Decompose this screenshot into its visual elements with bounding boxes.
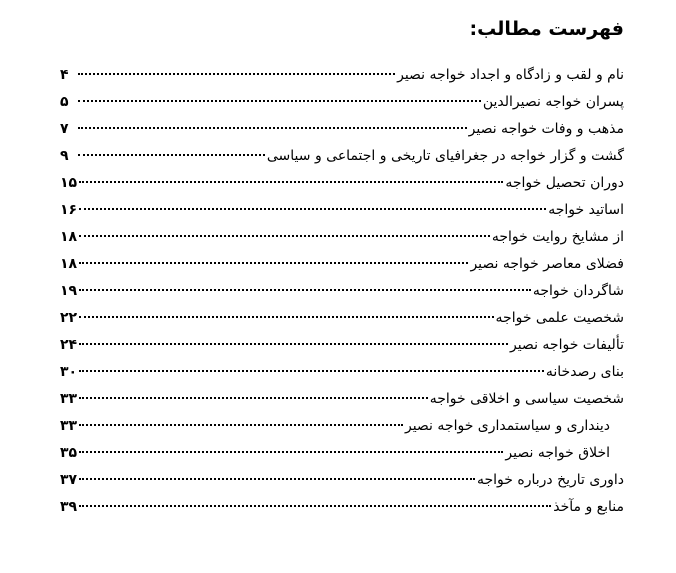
dot-leader	[79, 208, 546, 210]
toc-entry-title: نام و لقب و زادگاه و اجداد خواجه نصیر	[397, 67, 624, 83]
toc-entry-page-number: ۳۳	[60, 418, 78, 434]
toc-entry	[60, 89, 624, 116]
toc-entry-page-number: ۳۰	[60, 364, 78, 380]
toc-entry-page-number: ۳۳	[60, 391, 78, 407]
toc-entry-title: دوران تحصیل خواجه	[505, 175, 624, 191]
toc-entry	[60, 494, 624, 521]
toc-list	[60, 62, 624, 521]
toc-entry-page-number: ۳۵	[60, 445, 78, 461]
toc-entry-title: دینداری و سیاستمداری خواجه نصیر	[404, 418, 610, 434]
toc-entry	[60, 332, 624, 359]
toc-entry	[60, 116, 624, 143]
toc-entry-page-number: ۱۵	[60, 175, 78, 191]
toc-entry	[60, 467, 624, 494]
toc-entry-page-number: ۲۴	[60, 337, 78, 353]
toc-entry	[60, 224, 624, 251]
dot-leader	[79, 181, 503, 183]
dot-leader	[79, 451, 503, 453]
toc-entry-page-number: ۲۲	[60, 310, 78, 326]
toc-entry	[60, 305, 624, 332]
dot-leader	[79, 370, 544, 372]
toc-entry-title: منابع و مآخذ	[553, 499, 624, 515]
toc-entry	[60, 62, 624, 89]
dot-leader	[79, 289, 531, 291]
toc-entry-page-number: ۹	[60, 148, 69, 164]
toc-entry-title: شخصیت علمی خواجه	[495, 310, 624, 326]
dot-leader	[78, 127, 467, 129]
dot-leader	[79, 505, 551, 507]
toc-entry	[60, 143, 624, 170]
toc-entry-page-number: ۱۸	[60, 256, 78, 272]
toc-entry-title: بنای رصدخانه	[545, 364, 624, 380]
toc-entry	[60, 251, 624, 278]
toc-entry-page-number: ۴	[60, 67, 69, 83]
toc-entry-title: داوری تاریخ درباره خواجه	[477, 472, 624, 488]
dot-leader	[79, 316, 493, 318]
toc-entry-page-number: ۳۹	[60, 499, 78, 515]
toc-entry-title: اساتید خواجه	[548, 202, 624, 218]
dot-leader	[79, 397, 428, 399]
toc-entry-page-number: ۳۷	[60, 472, 78, 488]
dot-leader	[79, 262, 468, 264]
toc-entry	[60, 359, 624, 386]
toc-entry	[60, 197, 624, 224]
toc-entry	[60, 440, 624, 467]
toc-entry-title: شخصیت سیاسی و اخلاقی خواجه	[429, 391, 624, 407]
toc-entry-title: مذهب و وفات خواجه نصیر	[468, 121, 624, 137]
toc-entry	[60, 278, 624, 305]
toc-entry-page-number: ۵	[60, 94, 69, 110]
toc-entry-title: از مشایخ روایت خواجه	[491, 229, 624, 245]
toc-entry-title: گشت و گزار خواجه در جغرافیای تاریخی و اجتماعی و سیاسی	[266, 148, 624, 164]
dot-leader	[79, 478, 475, 480]
toc-entry-title: فضلای معاصر خواجه نصیر	[470, 256, 624, 272]
toc-entry-page-number: ۱۸	[60, 229, 78, 245]
dot-leader	[79, 235, 490, 237]
toc-entry-page-number: ۷	[60, 121, 69, 137]
dot-leader	[78, 154, 265, 156]
toc-entry-title: تألیفات خواجه نصیر	[509, 337, 624, 353]
toc-entry	[60, 413, 624, 440]
toc-entry-title: اخلاق خواجه نصیر	[505, 445, 610, 461]
toc-entry	[60, 170, 624, 197]
dot-leader	[79, 343, 508, 345]
toc-title: فهرست مطالب:	[469, 18, 624, 40]
toc-entry-page-number: ۱۶	[60, 202, 78, 218]
toc-entry	[60, 386, 624, 413]
toc-entry-title: پسران خواجه نصیرالدین	[482, 94, 624, 110]
dot-leader	[78, 100, 481, 102]
dot-leader	[78, 73, 395, 75]
dot-leader	[79, 424, 403, 426]
toc-entry-title: شاگردان خواجه	[532, 283, 624, 299]
toc-entry-page-number: ۱۹	[60, 283, 78, 299]
